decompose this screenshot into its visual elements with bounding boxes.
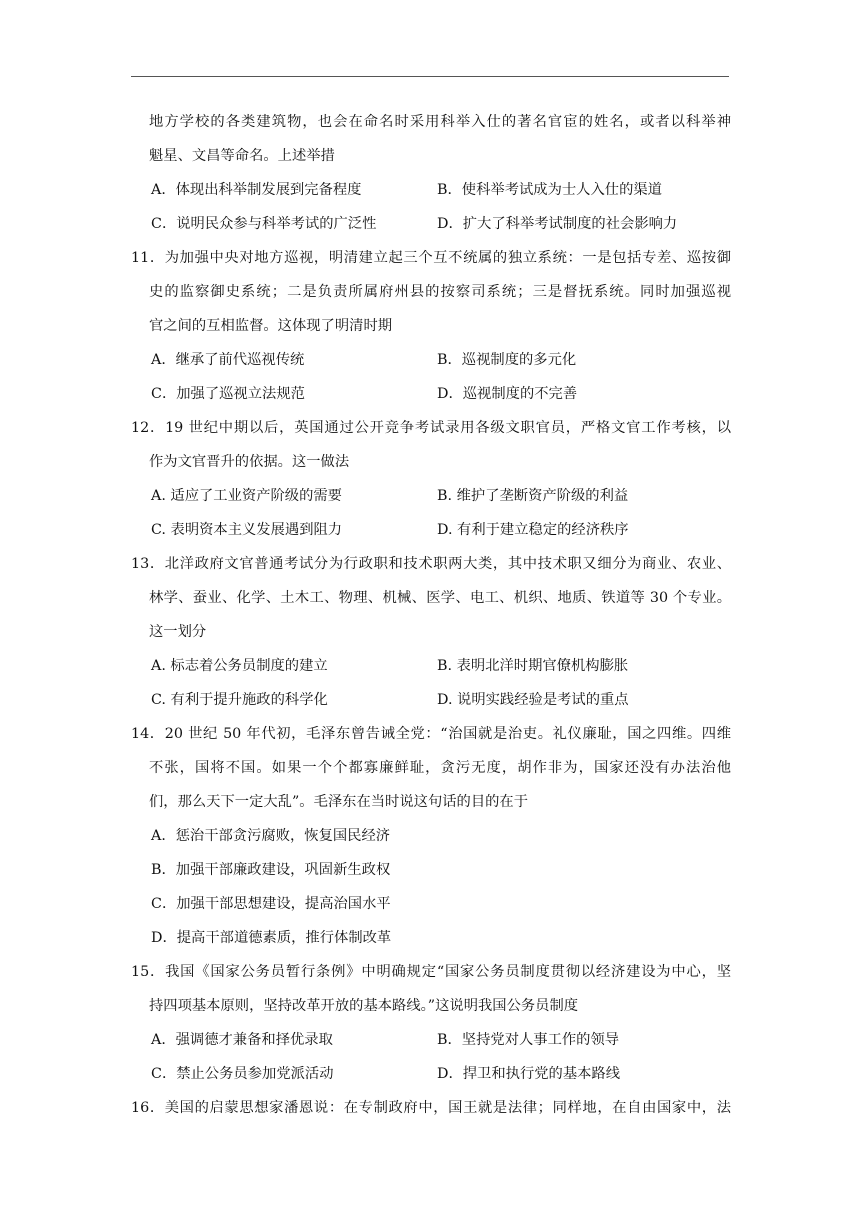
option-c: C. 有利于提升施政的科学化	[151, 692, 328, 708]
question-text-line: 不张，国将不国。如果一个个都寡廉鲜耻，贪污无度，胡作非为，国家还没有办法治他	[149, 760, 731, 776]
question-text-line: 持四项基本原则，坚持改革开放的基本路线。”这说明我国公务员制度	[149, 998, 579, 1014]
option-b: B．加强干部廉政建设，巩固新生政权	[151, 862, 391, 878]
option-d: D. 有利于建立稳定的经济秩序	[437, 522, 629, 538]
option-b: B．坚持党对人事工作的领导	[437, 1032, 620, 1048]
option-c: C．禁止公务员参加党派活动	[151, 1066, 334, 1082]
question-stem: 13．北洋政府文官普通考试分为行政职和技术职两大类，其中技术职又细分为商业、农业、	[131, 556, 731, 572]
question-text-line: 地方学校的各类建筑物，也会在命名时采用科举入仕的著名官宦的姓名，或者以科举神	[149, 114, 731, 130]
option-a: A．惩治干部贪污腐败，恢复国民经济	[151, 828, 391, 844]
option-d: D．扩大了科举考试制度的社会影响力	[437, 216, 678, 232]
option-b: B. 表明北洋时期官僚机构膨胀	[437, 658, 629, 674]
question-text-line: 们，那么天下一定大乱”。毛泽东在当时说这句话的目的在于	[149, 794, 529, 810]
option-a: A. 适应了工业资产阶级的需要	[151, 488, 342, 504]
option-c: C．加强了巡视立法规范	[151, 386, 305, 402]
header-rule	[131, 76, 729, 77]
option-a: A．强调德才兼备和择优录取	[151, 1032, 333, 1048]
question-text-line: 林学、蚕业、化学、土木工、物理、机械、医学、电工、机织、地质、铁道等 30 个专业。	[149, 590, 731, 606]
question-stem: 14．20 世纪 50 年代初，毛泽东曾告诫全党：“治国就是治吏。礼仪廉耻，国之四维。四维	[131, 726, 731, 742]
question-text-line: 作为文官晋升的依据。这一做法	[149, 454, 350, 470]
question-stem: 15．我国《国家公务员暂行条例》中明确规定“国家公务员制度贯彻以经济建设为中心，坚	[131, 964, 731, 980]
option-d: D．巡视制度的不完善	[437, 386, 578, 402]
question-text-line: 魁星、文昌等命名。上述举措	[149, 148, 335, 164]
option-b: B. 维护了垄断资产阶级的利益	[437, 488, 629, 504]
question-text-line: 这一划分	[149, 624, 207, 640]
option-b: B．巡视制度的多元化	[437, 352, 577, 368]
option-a: A．继承了前代巡视传统	[151, 352, 305, 368]
option-b: B．使科举考试成为士人入仕的渠道	[437, 182, 662, 198]
question-stem: 12．19 世纪中期以后，英国通过公开竞争考试录用各级文职官员，严格文官工作考核，以	[131, 420, 731, 436]
option-a: A．体现出科举制发展到完备程度	[151, 182, 362, 198]
option-d: D. 说明实践经验是考试的重点	[437, 692, 629, 708]
question-text-line: 官之间的互相监督。这体现了明清时期	[149, 318, 393, 334]
option-d: D．捍卫和执行党的基本路线	[437, 1066, 621, 1082]
option-c: C. 表明资本主义发展遇到阻力	[151, 522, 343, 538]
option-c: C．说明民众参与科举考试的广泛性	[151, 216, 377, 232]
question-text-line: 史的监察御史系统；二是负责所属府州县的按察司系统；三是督抚系统。同时加强巡视	[149, 284, 731, 300]
option-d: D．提高干部道德素质，推行体制改革	[151, 930, 392, 946]
option-c: C．加强干部思想建设，提高治国水平	[151, 896, 391, 912]
option-a: A. 标志着公务员制度的建立	[151, 658, 328, 674]
question-stem: 11．为加强中央对地方巡视，明清建立起三个互不统属的独立系统：一是包括专差、巡按御	[131, 250, 731, 266]
question-stem: 16．美国的启蒙思想家潘恩说：在专制政府中，国王就是法律；同样地，在自由国家中，法	[131, 1100, 731, 1116]
